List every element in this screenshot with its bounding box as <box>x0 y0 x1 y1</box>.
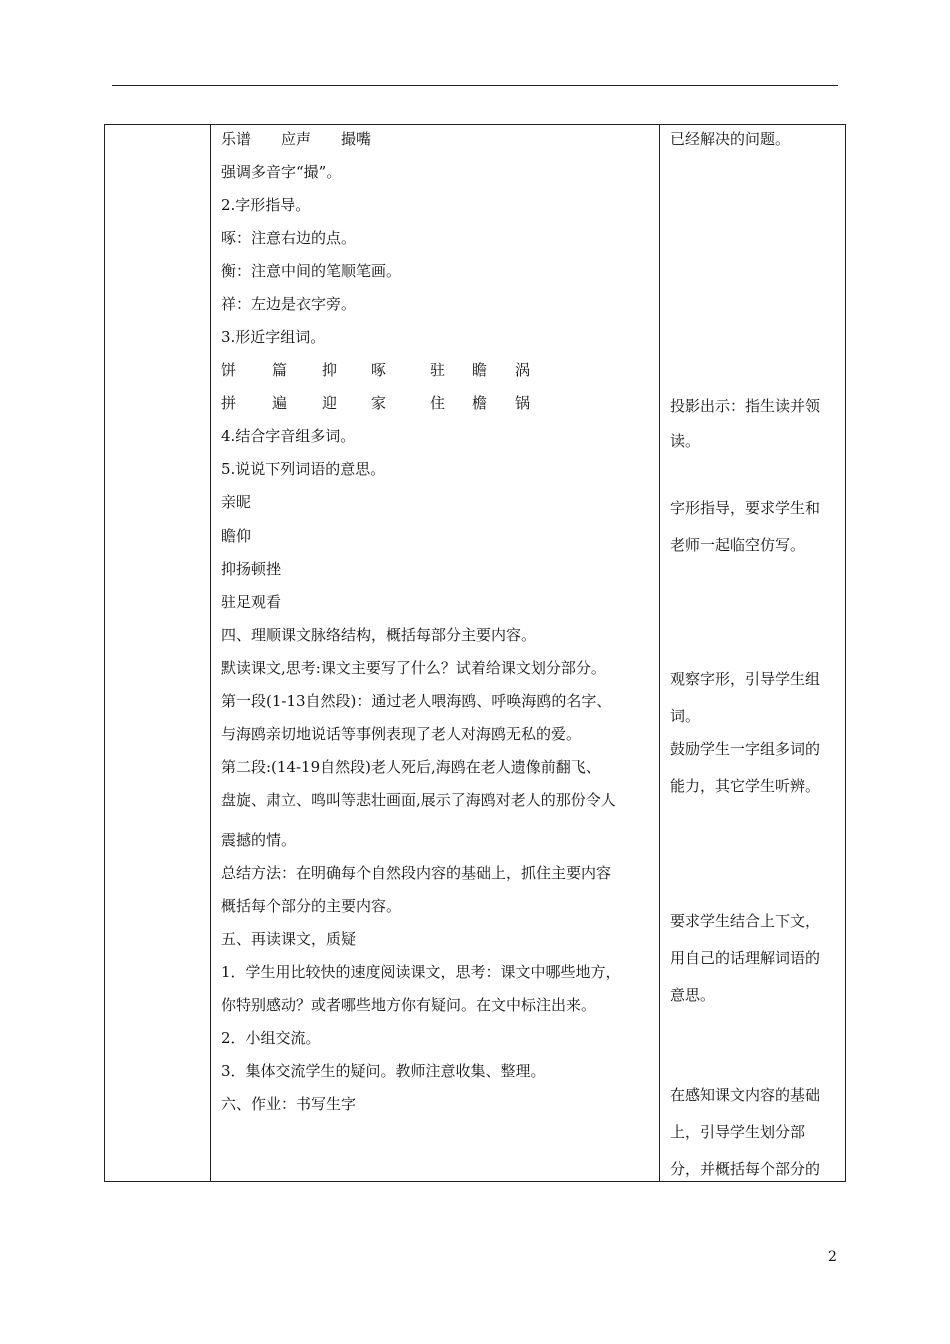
intent-line-4: 字形指导，要求学生和 <box>670 499 821 517</box>
process-line-5: 衡：注意中间的笔顺笔画。 <box>221 262 402 280</box>
char-cell: 瞻 <box>472 361 488 379</box>
column-divider-left <box>210 125 211 1181</box>
char-cell: 檐 <box>472 394 488 412</box>
process-line-30: 六、作业：书写生字 <box>221 1095 357 1113</box>
intent-line-12: 意思。 <box>670 986 716 1004</box>
process-line-7: 3.形近字组词。 <box>221 328 326 346</box>
page-number: 2 <box>828 1249 837 1265</box>
process-line-24: 概括每个部分的主要内容。 <box>221 897 402 915</box>
process-line-14: 抑扬顿挫 <box>221 560 282 578</box>
intent-line-6: 观察字形，引导学生组 <box>670 670 821 688</box>
process-line-17: 默读课文,思考:课文主要写了什么？试着给课文划分部分。 <box>221 659 606 677</box>
char-cell: 遍 <box>272 394 288 412</box>
char-cell: 住 <box>430 394 446 412</box>
process-line-18: 第一段(1-13自然段)：通过老人喂海鸥、呼唤海鸥的名字、 <box>221 692 612 710</box>
process-line-16: 四、理顺课文脉络结构，概括每部分主要内容。 <box>221 626 537 644</box>
process-line-21: 盘旋、肃立、鸣叫等悲壮画面,展示了海鸥对老人的那份令人 <box>221 791 616 809</box>
process-line-26: 1．学生用比较快的速度阅读课文，思考：课文中哪些地方， <box>221 963 621 981</box>
process-line-23: 总结方法：在明确每个自然段内容的基础上，抓住主要内容 <box>221 864 612 882</box>
char-cell: 抑 <box>322 361 338 379</box>
process-line-13: 瞻仰 <box>221 527 252 545</box>
intent-line-10: 要求学生结合上下文， <box>670 912 821 930</box>
process-line-1: 乐谱 应声 撮嘴 <box>221 130 372 148</box>
process-line-27: 你特别感动？或者哪些地方你有疑问。在文中标注出来。 <box>221 996 597 1014</box>
process-line-29: 3．集体交流学生的疑问。教师注意收集、整理。 <box>221 1062 546 1080</box>
char-cell: 饼 <box>221 361 237 379</box>
intent-line-9: 能力，其它学生听辨。 <box>670 777 821 795</box>
char-cell: 涡 <box>515 361 531 379</box>
process-line-20: 第二段:(14-19自然段)老人死后,海鸥在老人遗像前翻飞、 <box>221 758 601 776</box>
process-line-10: 4.结合字音组多词。 <box>221 427 356 445</box>
lesson-plan-table <box>104 124 846 1182</box>
intent-line-3: 读。 <box>670 432 701 450</box>
char-cell: 拼 <box>221 394 237 412</box>
similar-chars-row-1 <box>221 360 551 380</box>
process-line-25: 五、再读课文，质疑 <box>221 930 357 948</box>
process-line-19: 与海鸥亲切地说话等事例表现了老人对海鸥无私的爱。 <box>221 725 582 743</box>
char-cell: 驻 <box>430 361 446 379</box>
header-rule <box>112 85 838 86</box>
process-line-22: 震撼的情。 <box>221 831 297 849</box>
intent-line-2: 投影出示：指生读并领 <box>670 397 821 415</box>
process-line-12: 亲昵 <box>221 493 252 511</box>
process-line-15: 驻足观看 <box>221 593 282 611</box>
intent-line-8: 鼓励学生一字组多词的 <box>670 740 821 758</box>
char-cell: 家 <box>371 394 387 412</box>
intent-line-15: 分，并概括每个部分的 <box>670 1160 821 1178</box>
intent-line-13: 在感知课文内容的基础 <box>670 1086 821 1104</box>
intent-line-11: 用自己的话理解词语的 <box>670 949 821 967</box>
similar-chars-row-2 <box>221 393 551 413</box>
intent-line-1: 已经解决的问题。 <box>670 130 791 148</box>
intent-line-14: 上，引导学生划分部 <box>670 1123 806 1141</box>
char-cell: 啄 <box>371 361 387 379</box>
char-cell: 篇 <box>272 361 288 379</box>
process-line-11: 5.说说下列词语的意思。 <box>221 460 386 478</box>
process-line-28: 2．小组交流。 <box>221 1029 321 1047</box>
char-cell: 迎 <box>322 394 338 412</box>
process-line-4: 啄：注意右边的点。 <box>221 229 357 247</box>
char-cell: 锅 <box>515 394 531 412</box>
intent-line-7: 词。 <box>670 707 701 725</box>
process-line-6: 祥：左边是衣字旁。 <box>221 295 357 313</box>
process-line-3: 2.字形指导。 <box>221 196 311 214</box>
intent-line-5: 老师一起临空仿写。 <box>670 536 806 554</box>
process-line-2: 强调多音字“撮”。 <box>221 163 342 181</box>
column-divider-right <box>659 125 660 1181</box>
